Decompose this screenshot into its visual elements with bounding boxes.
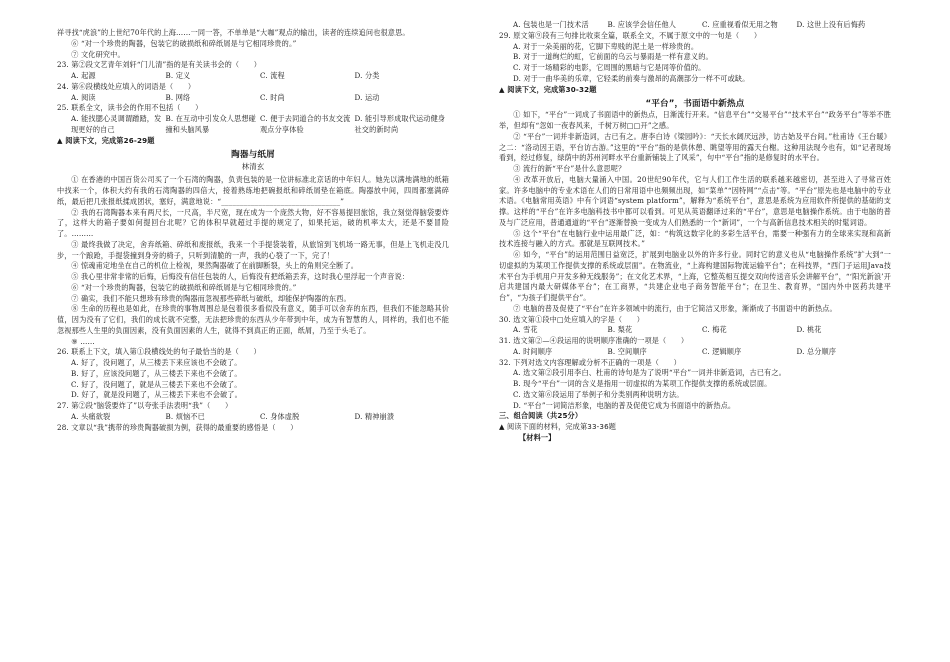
- question-31-options: [499, 347, 891, 358]
- option-b[interactable]: B. 现今“平台”一词的含义是指用一切虚拟的为某项工作提供支撑的系统或层面。: [513, 379, 772, 388]
- option-b[interactable]: B. 空间顺序: [607, 346, 647, 356]
- option-b[interactable]: B. 定义: [165, 71, 191, 80]
- option-a[interactable]: A. 头痛欲裂: [71, 411, 111, 421]
- option-d[interactable]: D. “平台”一词简洁形象，电脑的普及促使它成为书面语中的新热点。: [513, 400, 736, 410]
- option-d[interactable]: D. 桃花: [796, 325, 822, 335]
- option-c[interactable]: C. 梅花: [702, 325, 727, 335]
- paragraph-2: ② 我的石湾陶器本来有两尺长，一尺高，半尺宽，现在成为一个庞然大物，好不容易提回旅馆，我立刻觉得脑袋要炸了，这样大的箱子要如何提回台北呢？它的体积早就超过手提的规定了，如果托运，破的机率太大，还是不要冒险了。………: [57, 207, 449, 238]
- question-26: 26. 联系上下文，填入第①段横线处的句子最恰当的是（ ）: [57, 347, 261, 357]
- paragraph-1: ① 在香港的中国百货公司买了一个石湾的陶器，负责包装的是一位讲标准北京话的中年妇人。她先以满地满地的纸箱中找来一个，体积大约有我的石湾陶器的四倍大，接着熟练地把碗报纸和碎纸屑垫在箱底。陶器放中间，四周都塞满碎纸，最后把几张报纸揉成团状，塞好，满意地说：“________________________________”: [57, 175, 449, 206]
- option-b[interactable]: B. 烦恼不已: [165, 411, 205, 421]
- question-25-options: [57, 114, 449, 136]
- paragraph-7: ⑦ 电脑的普及促使了“平台”在许多领域中的流行，由于它简洁又形象，渐渐成了书面语中的新热点。: [513, 303, 837, 313]
- option-a[interactable]: A. 时间顺序: [513, 346, 553, 356]
- option-c[interactable]: C. 选文第⑥段运用了举例子和分类别两种说明方法。: [513, 389, 684, 399]
- paragraph-5: ⑤ 我心里非常非常的后悔，后悔没有信任包装的人，后悔没有把纸箱丢弃，这时我心里浮起一个声音说：: [71, 272, 410, 281]
- question-30-options: [499, 325, 891, 336]
- option-a[interactable]: A. 好了，没问题了，从三楼丢下来应该也不会破了。: [71, 358, 242, 367]
- option-d[interactable]: D. 分类: [354, 71, 380, 80]
- question-23-options: [57, 71, 449, 82]
- instruction-26-29: ▲ 阅读下文，完成第26-29题: [57, 135, 155, 145]
- option-a[interactable]: A. 能找腮心灵调谓蹭踏，发现更好的自己: [71, 114, 162, 134]
- paragraph-8: ⑧ 生命的历程也是如此，在珍贵的事物周围总是包着很多看似没有意义，随手可以舍弃的东西，但我们不能忽略其价值，因为没有了它们，我们的成长就不完整，无法把珍贵的东西从少年带到中年，成为有智慧的人，同样的，我们也不能忽视那些人生里的负面因素，没有负面因素的人生，就得不到真正的正面，纸屑，乃至于头毛了。: [57, 304, 449, 335]
- option-c[interactable]: C. 好了，没问题了，就是从三楼丢下来也不会破了。: [71, 379, 242, 389]
- option-c[interactable]: C. 时尚: [260, 92, 285, 102]
- paragraph-4: ④ 惊魂甫定地坐在自己的机位上检视，果然陶器破了在前脚断裂，头上的角则完全断了。: [71, 261, 359, 271]
- option-a[interactable]: A. 起源: [71, 71, 96, 80]
- option-d[interactable]: D. 总分顺序: [796, 346, 837, 356]
- paragraph-intro: 祥寻找“虎浪”的上世纪70年代的上海……一同一答，不单单是“大咖”观点的输出，读者的连续追问也很意思。: [57, 28, 410, 37]
- question-32: 32. 下列对选文内容理解或分析不正确的一项是（ ）: [499, 357, 681, 367]
- paragraph-7: ⑦ 文化研究中。: [71, 49, 125, 59]
- option-d[interactable]: D. 对于一曲华美的乐章，它轻柔的前奏与激昂的高潮部分一样不可或缺。: [513, 73, 750, 83]
- instruction-30-32: ▲ 阅读下文，完成第30-32题: [499, 84, 597, 94]
- option-a[interactable]: A. 阅读: [71, 92, 96, 102]
- option-d[interactable]: D. 这世上没有后悔药: [796, 20, 866, 29]
- paragraph-4: ④ 改革开放后，电脑大量涌入中国。20世纪90年代，它与人们工作生活的联系越来越密切，甚至进入了寻常百姓家。许多电脑中的专业术语在人们的日常用语中也频频出现，如“菜单”“因特网”“点击”等。“平台”原先也是电脑中的专业术语。《电脑常用英语》中有个词语“system platform”，解释为“系统平台”，意思是系统为应用软件所提供的基础的支撑。这样的“平台”在许多电脑科技书中都可以看到。可见从英语翻译过来的“平台”，意思是电脑操作系统。由于电脑的普及与广泛应用，普通通道的“平台”逐渐替换一变成为人们熟悉的一个“新词”，一个与高新信息技术相关的时髦词语。: [499, 174, 891, 227]
- option-d[interactable]: D. 好了，就是没问题了，从三楼丢下来也不会破了。: [71, 390, 242, 400]
- article-title-2: “平台”，书面语中新热点: [645, 99, 745, 110]
- option-c[interactable]: C. 对于一场精彩的电影，它周围的黑暗与它是同等价值的。: [513, 63, 706, 72]
- question-29: 29. 原文第⑨段有三句排比收束全篇，联系全文，不属于原文中的一句是（ ）: [499, 30, 762, 40]
- option-a[interactable]: A. 雪花: [513, 325, 538, 335]
- article-author: 林清玄: [241, 162, 265, 172]
- section-3-heading: 三、组合阅读（共25分）: [499, 411, 583, 421]
- question-27: 27. 第②段“脑袋要炸了”以夸张手法表明“我”（ ）: [57, 401, 233, 410]
- paragraph-6-quote: ⑥ “对一个珍贵的陶器，包装它的破损纸和碎纸屑是与它相同珍贵的。”: [71, 282, 297, 292]
- option-c[interactable]: C. 应重视看似无用之物: [702, 20, 778, 29]
- instruction-33-36: ▲ 阅读下面的材料，完成第33-36题: [499, 422, 617, 431]
- question-28-options: [499, 20, 891, 31]
- paragraph-6: ⑥ “对一个珍贵的陶器，包装它的破损纸和碎纸屑是与它相同珍贵的。”: [71, 38, 297, 48]
- question-23: 23. 第②段文艺青年刘轩“门儿清”指的是有关读书会的（ ）: [57, 60, 262, 70]
- question-24: 24. 第⑥段横线处应填入的词语是（ ）: [57, 81, 196, 91]
- option-a[interactable]: A. 选文第②段引用李白、杜甫的诗句是为了说明“平台”一词并非新造词，古已有之。: [513, 368, 786, 378]
- paragraph-2: ② “平台”一词并非新造词，古已有之。唐李白诗《梁园吟》：“天长水阔厌远涉，访古始及平台间。”杜甫诗《王台暖》之二：“洛动因王语，平台访古游。”这里的“平台”指的是供休憩、眺望等用的露天台榭。这种用法现今也有，如“记者现场看到，经过修复，绿荫中的苏州河畔水平台重新铺装上了风采”，句中“平台”指的是修复时的水平台。: [499, 131, 891, 163]
- option-b[interactable]: B. 梨花: [607, 325, 633, 335]
- option-b[interactable]: B. 在互动中引发众人思想碰撞和头脑风暴: [165, 114, 256, 134]
- option-b[interactable]: B. 应该学会信任他人: [607, 20, 677, 29]
- question-30: 30. 选文第①段中□处应填入的字是（ ）: [499, 314, 645, 324]
- left-column: [57, 28, 449, 654]
- option-a[interactable]: A. 对于一朵美丽的花，它脚下卑贱的泥土是一样珍贵的。: [513, 41, 699, 51]
- paragraph-3: ③ 最终我做了决定，舍弃纸箱、碎纸和废报纸，我来一个手提袋装着，从旅馆到飞机场一路无事，但是上飞机走没几步，一个踉跄，手提袋撞到身旁的椅子，只听到清脆的一声，我的心裂了一下，完了！: [57, 239, 449, 260]
- option-c[interactable]: C. 便于去同道合的书友交流观点分享体验: [260, 114, 351, 134]
- material-1-label: 【材料一】: [519, 432, 556, 442]
- question-31: 31. 选文第②—④段运用的说明顺序准确的一项是（ ）: [499, 336, 689, 345]
- option-b[interactable]: B. 好了，应该没问题了，从三楼丢下来也不会破了。: [71, 368, 242, 378]
- option-d[interactable]: D. 运动: [354, 92, 380, 102]
- paragraph-6: ⑥ 如今，“平台”的运用范围日益宽泛，扩展到电脑业以外的许多行业。同时它的意义也从“电脑操作系统”扩大到“一切虚拟的为某项工作提供支撑的系统或层面”。在物流业，“上海构建国际物流运输平台”；在科技界，“西门子运用Java技术平台为手机用户开发多种无线服务”；在文化艺术界，“上海，它整英相互提交双向传送音乐会讲解平台”，“‘阳光新浪’开启共建国内最大研媒体平台”；在工商界，“共建企业电子商务智能平台”；在卫生、教育界，“国内外中医药共建平台”，“为孩子们提供平台”。: [499, 250, 891, 302]
- right-column: [499, 20, 891, 654]
- paragraph-9: ⑨ ……: [71, 336, 95, 346]
- paragraph-3: ③ 流行的新“平台”是什么意思呢？: [513, 164, 626, 173]
- question-24-options: [57, 93, 449, 104]
- paragraph-7b: ⑦ 确实，我们不能只想珍有珍贵的陶器而忽视那些碎纸与破纸，却能保护陶器的东西。: [71, 293, 351, 303]
- option-d[interactable]: D. 精神崩溃: [354, 411, 395, 421]
- option-b[interactable]: B. 对于一道绚烂的虹，它前面的乌云与暴雨是一样有意义的。: [513, 52, 713, 62]
- option-a[interactable]: A. 包装也是一门技术活: [513, 20, 589, 29]
- paragraph-1: ① 如下，“平台”一词成了书面语中的新热点，日渐流行开来。“信息平台”“交易平台”“技术平台”“政务平台”等举不胜举，但却有“忽如一夜春风来，千树万树□□开”之感。: [499, 110, 891, 130]
- question-27-options: [57, 412, 449, 423]
- option-d[interactable]: D. 能引导形成取代运动健身社交的新时尚: [354, 114, 446, 134]
- option-c[interactable]: C. 身体虚脱: [260, 411, 300, 421]
- article-title: 陶器与纸屑: [231, 150, 275, 161]
- paragraph-5: ⑤ 这个“平台”在电脑行业中运用最广泛，如：“构筑这数字化的多彩生活平台，需要一种强有力的全球来实现和高新技术连接与融入的方式。那就是互联网技术。”: [499, 228, 891, 249]
- option-c[interactable]: C. 逻辑顺序: [702, 346, 742, 356]
- option-c[interactable]: C. 流程: [260, 71, 285, 80]
- option-b[interactable]: B. 网络: [165, 92, 191, 102]
- question-25: 25. 联系全文，读书会的作用不包括（ ）: [57, 103, 203, 113]
- question-28: 28. 文章以“我”携带的珍贵陶器破损为例，获得的最重要的感悟是（ ）: [57, 422, 298, 432]
